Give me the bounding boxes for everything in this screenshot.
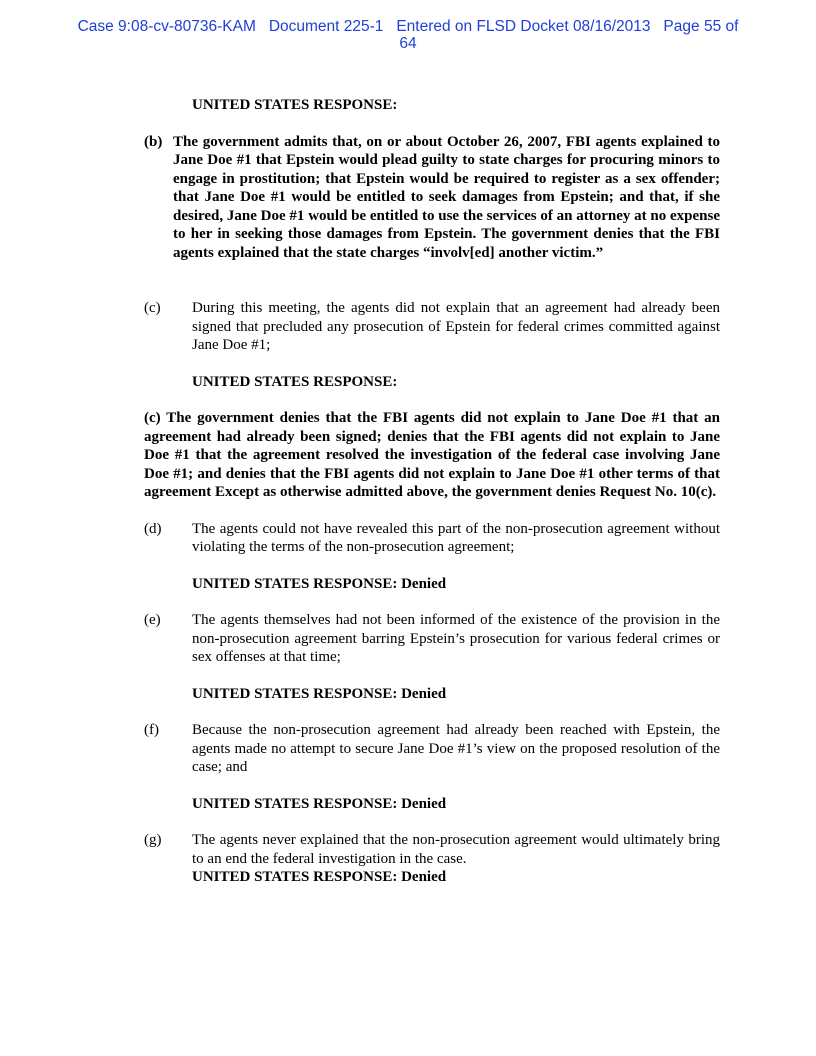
request-c [144, 299, 720, 355]
request-g-text: The agents never explained that the non-prosecution agreement would ultimately bring to an end the federal investigation in the case. [192, 832, 720, 867]
response-heading-b: UNITED STATES RESPONSE: [192, 97, 398, 113]
request-d-label: (d) [144, 520, 162, 537]
request-f-label: (f) [144, 722, 159, 738]
request-g [144, 831, 720, 868]
request-d-text: The agents could not have revealed this part of the non-prosecution agreement without violating the terms of the non-prosecution agreement; [192, 520, 720, 555]
docket-header-line2: 64 [399, 35, 417, 52]
response-d: UNITED STATES RESPONSE: Denied [192, 575, 447, 592]
request-c-label: (c) [144, 300, 161, 316]
request-f-text: Because the non-prosecution agreement had already been reached with Epstein, the agents made no attempt to secure Jane Doe #1’s view on the proposed resolution of the case; and [192, 722, 720, 775]
request-g-label: (g) [144, 832, 162, 848]
request-e-label: (e) [144, 612, 161, 628]
request-d [144, 520, 720, 557]
document-body [144, 96, 720, 887]
request-c-text: During this meeting, the agents did not explain that an agreement had already been signed that precluded any prosecution of Epstein for federal crimes committed against Jane Doe #1; [192, 300, 720, 353]
docket-header [0, 18, 816, 52]
response-b-label: (b) [144, 133, 163, 150]
response-b-text: The government admits that, on or about October 26, 2007, FBI agents explained to Jane Doe #1 that Epstein would plead guilty to state charges for procuring minors to engage in prostitution; that Epstein would be required to register as a sex offender; that Jane Doe #1 would be entitled to seek damages from Epstein; and that, if she desired, Jane Doe #1 would be entitled to use the services of an attorney at no expense to her in seeking those damages from Epstein. The government denies that the FBI agents explained that the state charges “involv[ed] another victim.” [173, 133, 720, 261]
request-f [144, 721, 720, 777]
response-e: UNITED STATES RESPONSE: Denied [192, 685, 447, 702]
request-e [144, 611, 720, 667]
response-g: UNITED STATES RESPONSE: Denied [192, 869, 447, 885]
response-heading-c: UNITED STATES RESPONSE: [192, 373, 398, 390]
docket-header-line1: Case 9:08-cv-80736-KAM Document 225-1 Entered on FLSD Docket 08/16/2013 Page 55 of [77, 18, 739, 35]
response-b [144, 133, 720, 263]
response-c-text: (c) The government denies that the FBI agents did not explain to Jane Doe #1 that an agreement had already been signed; denies that the FBI agents did not explain to Jane Doe #1 that the agreement resolved the investigation of the federal case involving Jane Doe #1; and denies that the FBI agents did not explain to Jane Doe #1 other terms of that agreement Except as otherwise admitted above, the government denies Request No. 10(c). [144, 410, 720, 500]
request-e-text: The agents themselves had not been informed of the existence of the provision in the non-prosecution agreement barring Epstein’s prosecution for various federal crimes or sex offenses at that time; [192, 612, 720, 665]
response-f: UNITED STATES RESPONSE: Denied [192, 795, 447, 812]
